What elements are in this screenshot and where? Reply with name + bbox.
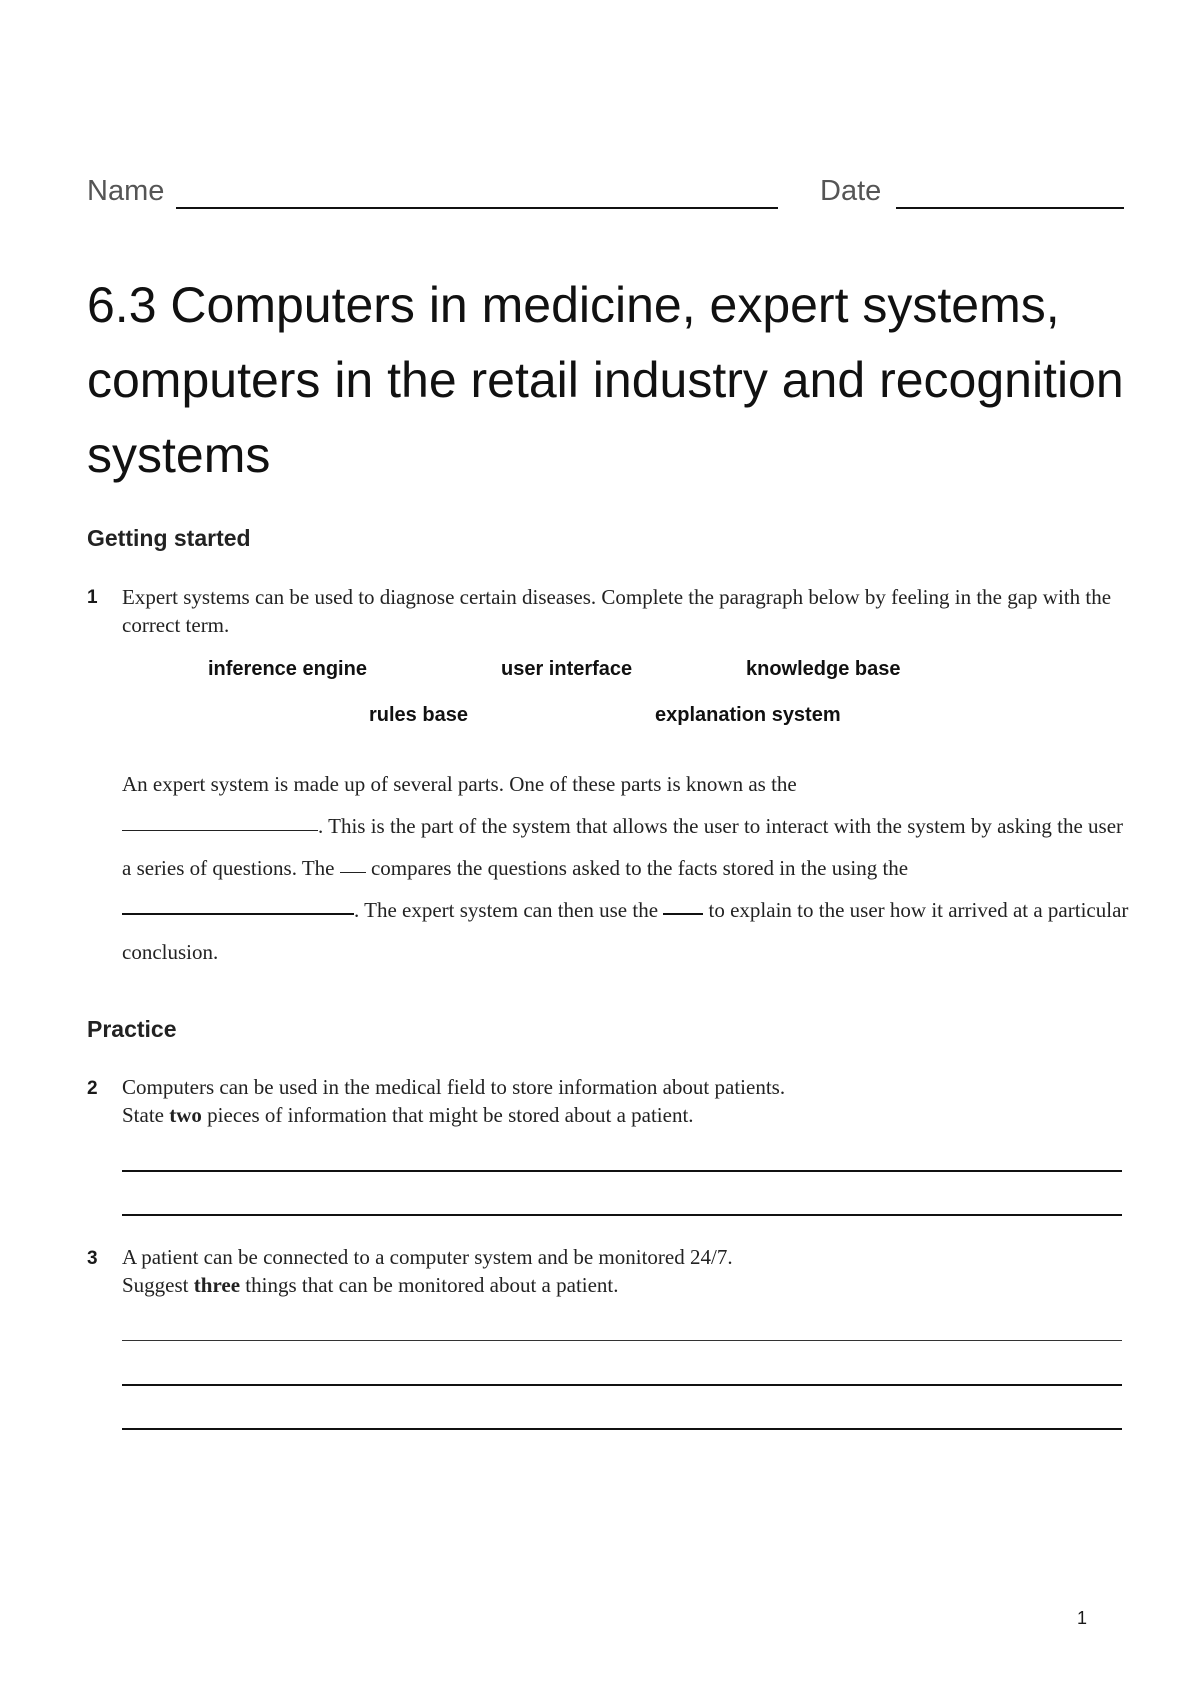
answer-blank[interactable] [663,912,703,915]
answer-blank[interactable] [122,912,354,915]
question-3-text [122,1243,1132,1299]
answer-line[interactable] [122,1428,1122,1430]
answer-blank[interactable] [340,871,366,873]
question-number-3: 3 [87,1248,98,1269]
word-bank-item: explanation system [655,704,841,726]
paragraph-text: compares the questions asked to the facts stored in the using the [370,856,909,880]
question-number-2: 2 [87,1078,98,1099]
paragraph-text: to explain to the user how it arrived at a particular conclusion. [122,898,1129,964]
question-2-text [122,1073,1132,1129]
answer-blank[interactable] [122,829,318,831]
question-3-line [122,1271,1132,1299]
emphasis-text: two [169,1103,202,1127]
question-1-text: Expert systems can be used to diagnose certain diseases. Complete the paragraph below by feeling in the gap with the correct term. [122,585,1112,637]
word-bank-item: knowledge base [746,658,901,680]
answer-line[interactable] [122,1384,1122,1386]
question-number-1: 1 [87,587,98,608]
paragraph-text: An expert system is made up of several parts. One of these parts is known as the [122,772,797,796]
question-text: pieces of information that might be stored about a patient. [201,1103,694,1127]
question-3-line: A patient can be connected to a computer system and be monitored 24/7. [122,1245,733,1269]
page-title: 6.3 Computers in medicine, expert systems, computers in the retail industry and recognition systems [87,277,1124,483]
word-bank-item: inference engine [208,658,367,680]
date-label: Date [820,175,882,207]
answer-line[interactable] [122,1170,1122,1172]
answer-line[interactable] [122,1214,1122,1216]
question-2-line: Computers can be used in the medical field to store information about patients. [122,1075,786,1099]
question-text: things that can be monitored about a patient. [240,1273,619,1297]
paragraph-text: . The expert system can then use the [354,898,659,922]
paragraph-text: . This is the part of the system that allows the user to interact with the system by asking the user a series of questions. The [122,814,1124,880]
cloze-paragraph [122,763,1132,973]
name-field[interactable] [176,207,778,209]
page-number: 1 [1077,1608,1088,1628]
answer-line[interactable] [122,1340,1122,1341]
question-text: State [122,1103,170,1127]
section-heading-practice: Practice [87,1016,177,1042]
question-text: Suggest [122,1273,194,1297]
word-bank-item: rules base [369,704,468,726]
question-2-line [122,1101,1132,1129]
name-label: Name [87,175,165,207]
section-heading-getting-started: Getting started [87,525,251,551]
word-bank-item: user interface [501,658,633,680]
emphasis-text: three [193,1273,241,1297]
date-field[interactable] [896,207,1124,209]
